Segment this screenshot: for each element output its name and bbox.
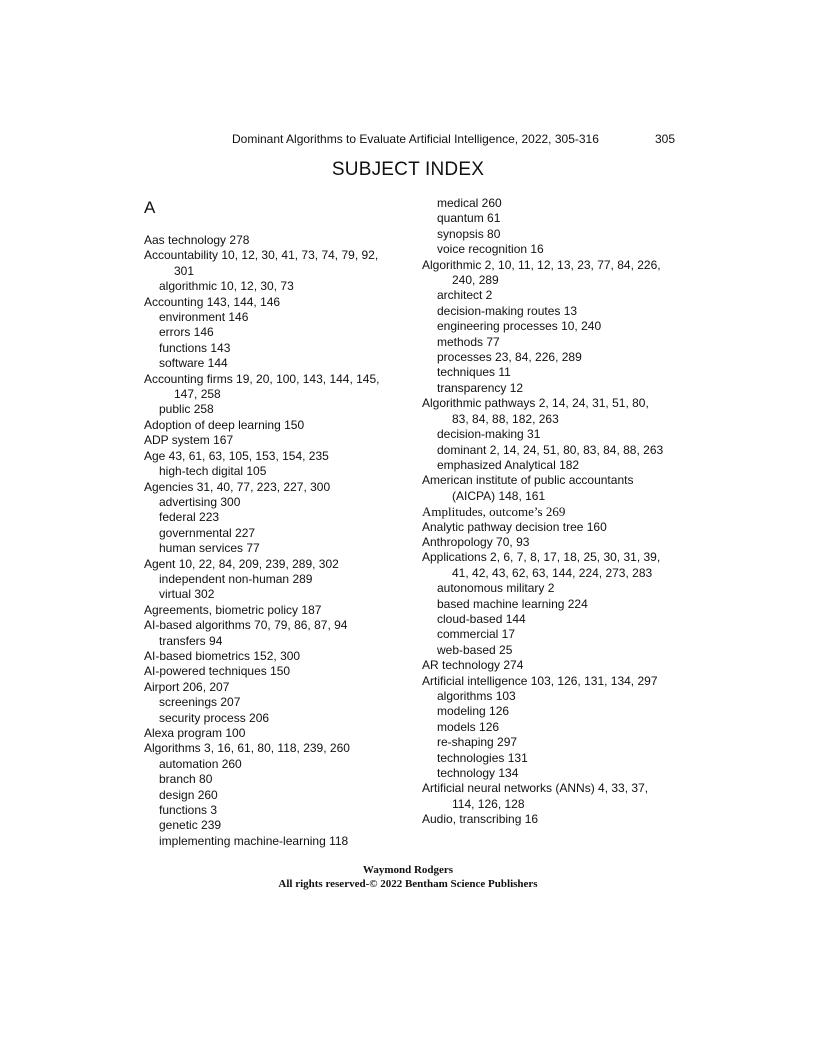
index-subentry: branch 80 [159, 772, 213, 787]
index-subentry: techniques 11 [437, 365, 511, 380]
index-entry-continuation: 240, 289 [452, 273, 499, 288]
index-entry: Age 43, 61, 63, 105, 153, 154, 235 [144, 448, 329, 463]
index-entry: Agreements, biometric policy 187 [144, 602, 322, 617]
index-entry-continuation: 83, 84, 88, 182, 263 [452, 411, 559, 426]
index-subentry: synopsis 80 [437, 226, 501, 241]
index-subentry: public 258 [159, 402, 214, 417]
index-entry: Aas technology 278 [144, 233, 250, 247]
index-entry: Analytic pathway decision tree 160 [422, 519, 607, 534]
index-subentry: governmental 227 [159, 525, 256, 540]
index-subentry: models 126 [437, 719, 500, 734]
index-subentry: security process 206 [159, 710, 270, 725]
index-entry: Algorithmic pathways 2, 14, 24, 31, 51, 80, [422, 396, 649, 411]
index-entry: AI-based biometrics 152, 300 [144, 648, 301, 663]
index-entry: Artificial neural networks (ANNs) 4, 33, 37, [422, 781, 649, 796]
index-entry: Amplitudes, outcome’s 269 [422, 504, 566, 520]
footer-author: Waymond Rodgers [362, 864, 454, 876]
index-subentry: screenings 207 [159, 695, 241, 710]
index-subentry: processes 23, 84, 226, 289 [437, 350, 582, 365]
index-entry-continuation: 301 [174, 263, 195, 278]
index-subentry: automation 260 [159, 756, 242, 771]
index-subentry: methods 77 [437, 334, 500, 349]
index-subentry: implementing machine-learning 118 [159, 833, 349, 848]
index-subentry: federal 223 [159, 510, 220, 525]
index-subentry: architect 2 [437, 288, 493, 303]
page-number: 305 [655, 132, 676, 146]
index-subentry: functions 3 [159, 803, 218, 818]
index-subentry: technology 134 [437, 766, 519, 781]
index-subentry: transparency 12 [437, 380, 524, 395]
index-entry: ADP system 167 [144, 433, 234, 448]
index-subentry: algorithmic 10, 12, 30, 73 [159, 279, 294, 294]
index-entry: Agent 10, 22, 84, 209, 239, 289, 302 [144, 556, 339, 571]
index-entry-continuation: 147, 258 [174, 387, 221, 402]
index-subentry: functions 143 [159, 340, 231, 355]
index-subentry: medical 260 [437, 196, 502, 210]
index-column-right [422, 196, 682, 828]
index-entry-continuation: 114, 126, 128 [452, 796, 525, 811]
index-entry: AI-powered techniques 150 [144, 664, 291, 679]
index-subentry: engineering processes 10, 240 [437, 319, 602, 334]
index-entry: Applications 2, 6, 7, 8, 17, 18, 25, 30, 31, 39, [422, 550, 661, 565]
index-entry: AR technology 274 [422, 658, 524, 673]
index-entry: Adoption of deep learning 150 [144, 417, 305, 432]
index-subentry: design 260 [159, 787, 218, 802]
index-entry: Artificial intelligence 103, 126, 131, 134, 297 [422, 673, 658, 688]
index-entry: Algorithms 3, 16, 61, 80, 118, 239, 260 [144, 741, 350, 756]
index-subentry: modeling 126 [437, 704, 510, 719]
index-subentry: decision-making routes 13 [437, 303, 578, 318]
index-subentry: based machine learning 224 [437, 596, 588, 611]
index-subentry: human services 77 [159, 541, 260, 556]
index-entry: Accounting firms 19, 20, 100, 143, 144, 145, [144, 371, 380, 386]
index-entry: Alexa program 100 [144, 726, 246, 740]
index-entry: Anthropology 70, 93 [422, 534, 530, 549]
index-subentry: decision-making 31 [437, 427, 541, 442]
index-subentry: autonomous military 2 [437, 581, 555, 596]
page-title: SUBJECT INDEX [331, 159, 485, 180]
index-entry: Audio, transcribing 16 [422, 812, 539, 827]
index-subentry: dominant 2, 14, 24, 51, 80, 83, 84, 88, 263 [437, 442, 664, 457]
index-subentry: algorithms 103 [437, 689, 516, 703]
index-entry: AI-based algorithms 70, 79, 86, 87, 94 [144, 618, 348, 633]
index-subentry: voice recognition 16 [437, 242, 544, 257]
index-subentry: software 144 [159, 356, 228, 371]
index-entry: Algorithmic 2, 10, 11, 12, 13, 23, 77, 84, 226, [422, 257, 661, 272]
index-subentry: cloud-based 144 [437, 611, 526, 626]
index-entry-continuation: 41, 42, 43, 62, 63, 144, 224, 273, 283 [452, 565, 653, 580]
index-column-left [144, 233, 406, 849]
index-subentry: transfers 94 [159, 633, 223, 648]
running-header-title: Dominant Algorithms to Evaluate Artificial Intelligence, 2022, 305-316 [232, 132, 599, 146]
index-entry: Airport 206, 207 [144, 679, 230, 694]
index-subentry: environment 146 [159, 310, 249, 325]
index-subentry: quantum 61 [437, 211, 501, 226]
index-subentry: emphasized Analytical 182 [437, 457, 580, 472]
index-entry-continuation: (AICPA) 148, 161 [452, 488, 546, 503]
index-subentry: high-tech digital 105 [159, 464, 267, 479]
index-subentry: re-shaping 297 [437, 735, 518, 750]
footer-copyright: All rights reserved-© 2022 Bentham Science Publishers [278, 878, 538, 890]
index-subentry: errors 146 [159, 325, 214, 340]
index-entry: Accountability 10, 12, 30, 41, 73, 74, 79, 92, [144, 248, 379, 263]
section-letter: A [144, 198, 156, 217]
index-entry: American institute of public accountants [422, 473, 634, 488]
index-subentry: technologies 131 [437, 750, 528, 765]
index-subentry: commercial 17 [437, 627, 516, 642]
index-subentry: virtual 302 [159, 587, 215, 602]
index-subentry: genetic 239 [159, 818, 222, 833]
index-subentry: independent non-human 289 [159, 571, 313, 586]
index-entry: Agencies 31, 40, 77, 223, 227, 300 [144, 479, 331, 494]
index-subentry: web-based 25 [437, 642, 513, 657]
index-subentry: advertising 300 [159, 494, 241, 509]
index-entry: Accounting 143, 144, 146 [144, 294, 281, 309]
